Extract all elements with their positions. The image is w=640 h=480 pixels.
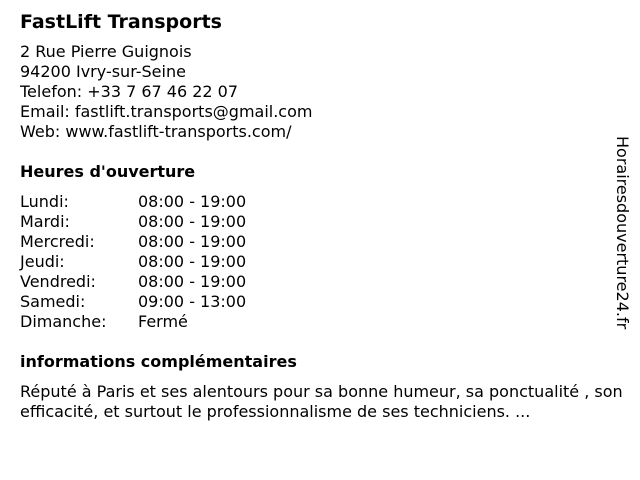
additional-info-text: Réputé à Paris et ses alentours pour sa bonne humeur, sa ponctualité , son efficacité, et surtout le professionnalisme de ses techniciens. ... xyxy=(20,382,623,421)
hours-row xyxy=(20,212,620,232)
hours-time: 08:00 - 19:00 xyxy=(138,232,247,251)
city-address: 94200 Ivry-sur-Seine xyxy=(20,62,186,81)
hours-day: Lundi: xyxy=(20,192,69,211)
address-block xyxy=(20,42,620,142)
hours-time: 08:00 - 19:00 xyxy=(138,212,247,231)
hours-time: 08:00 - 19:00 xyxy=(138,272,247,291)
hours-day: Vendredi: xyxy=(20,272,96,291)
hours-row xyxy=(20,292,620,312)
email-address[interactable]: Email: fastlift.transports@gmail.com xyxy=(20,102,313,121)
hours-time: 08:00 - 19:00 xyxy=(138,192,247,211)
additional-info-heading: informations complémentaires xyxy=(20,352,297,371)
hours-day: Mardi: xyxy=(20,212,70,231)
hours-day: Jeudi: xyxy=(20,252,65,271)
street-address: 2 Rue Pierre Guignois xyxy=(20,42,192,61)
hours-row xyxy=(20,192,620,212)
hours-row xyxy=(20,232,620,252)
phone-number[interactable]: Telefon: +33 7 67 46 22 07 xyxy=(20,82,239,101)
hours-row xyxy=(20,252,620,272)
hours-row xyxy=(20,272,620,292)
opening-hours-table xyxy=(20,192,620,332)
brand-watermark[interactable]: Horairesdouverture24.fr xyxy=(613,136,632,330)
hours-time: Fermé xyxy=(138,312,188,331)
website-address[interactable]: Web: www.fastlift-transports.com/ xyxy=(20,122,292,141)
hours-time: 09:00 - 13:00 xyxy=(138,292,247,311)
opening-hours-heading: Heures d'ouverture xyxy=(20,162,196,181)
hours-day: Dimanche: xyxy=(20,312,107,331)
hours-day: Mercredi: xyxy=(20,232,95,251)
company-name: FastLift Transports xyxy=(20,11,222,33)
hours-time: 08:00 - 19:00 xyxy=(138,252,247,271)
hours-row xyxy=(20,312,620,332)
hours-day: Samedi: xyxy=(20,292,86,311)
